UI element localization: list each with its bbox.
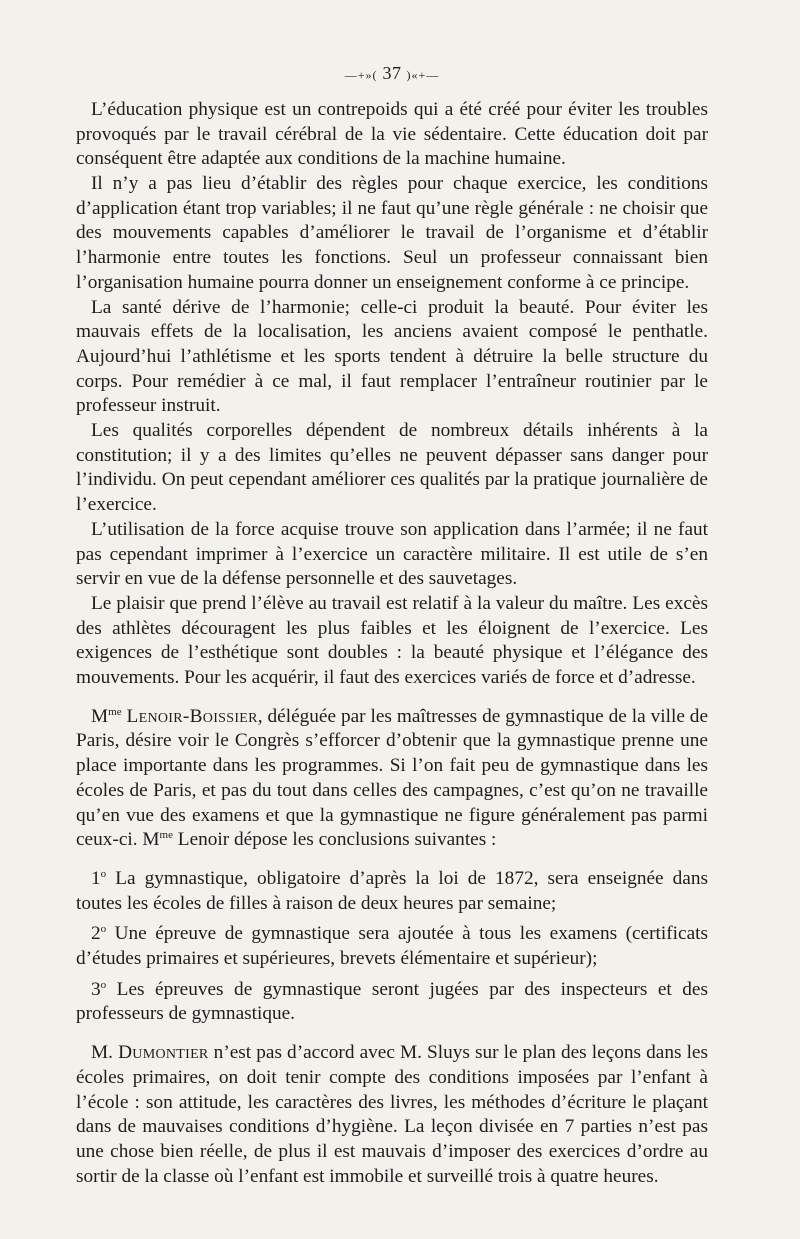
- conclusion-3: [76, 978, 708, 1027]
- paragraph-force: L’utilisation de la force acquise trouve son application dans l’armée; il ne faut pas cependant imprimer à l’exercice un caractère militaire. Il est utile de s’en servir en vue de la défense personnelle et des sauvetages.: [76, 518, 708, 590]
- conclusion-2-degree: o: [100, 923, 107, 936]
- conclusion-1: [76, 867, 708, 916]
- conclusion-3-text: Les épreuves de gymnastique seront jugées par des inspecteurs et des professeurs de gymnastique.: [76, 978, 708, 1025]
- right-ornament: )«+—: [406, 67, 440, 82]
- conclusion-2: [76, 922, 708, 971]
- speaker-name-lenoir: Lenoir-Boissier: [126, 705, 258, 727]
- paragraph-lenoir: [76, 705, 708, 853]
- page-header: [76, 62, 708, 86]
- paragraph-education: L’éducation physique est un contrepoids qui a été créé pour éviter les troubles provoqués par le travail cérébral de la vie sédentaire. Cette éducation doit par conséquent être adaptée aux conditions de la machine humaine.: [76, 98, 708, 170]
- conclusion-3-number: 3: [91, 978, 101, 1000]
- paragraph-dumontier: [76, 1041, 708, 1189]
- conclusion-1-degree: o: [100, 867, 107, 880]
- paragraph-pleasure: Le plaisir que prend l’élève au travail est relatif à la valeur du maître. Les excès des athlètes découragent les plus faibles et les éloignent de l’exercice. Les exigences de l’esthétique sont doubles : la beauté physique et l’élégance des mouvements. Pour les acquérir, il faut des exercices variés de force et d’adresse.: [76, 592, 708, 689]
- conclusion-2-text: Une épreuve de gymnastique sera ajoutée à tous les examens (certificats d’études primaires et supérieures, brevets élémentaire et supérieur);: [76, 923, 708, 970]
- title-m: M: [91, 705, 109, 727]
- title-monsieur: M.: [91, 1042, 119, 1064]
- conclusion-1-number: 1: [91, 867, 101, 889]
- paragraph-qualities: Les qualités corporelles dépendent de nombreux détails inhérents à la constitution; il y a des limites qu’elles ne peuvent dépasser sans danger pour l’individu. On peut cependant améliorer ces qualités par la pratique journalière de l’exercice.: [76, 420, 708, 516]
- page-number: 37: [382, 63, 402, 83]
- lenoir-text-a: , déléguée par les maîtresses de gymnastique de la ville de Paris, désire voir le Congrès s’efforcer d’obtenir que la gymnastique prenne une place importante dans les programmes. Si l’on fait peu de gymnastique dans les écoles de Paris, et pas du tout dans celles des campagnes, c’est qu’on ne travaille qu’en vue des examens et que la gymnastique ne figure généralement pas parmi ceux-ci. M: [76, 705, 709, 851]
- conclusion-1-text: La gymnastique, obligatoire d’après la loi de 1872, sera enseignée dans toutes les écoles de filles à raison de deux heures par semaine;: [76, 867, 708, 914]
- paragraph-rules: Il n’y a pas lieu d’établir des règles pour chaque exercice, les conditions d’application étant trop variables; il ne faut qu’une règle générale : ne choisir que des mouvements capables d’améliorer le travail de l’organisme et d’établir l’harmonie entre toutes les fonctions. Seul un professeur connaissant bien l’organisation humaine pourra donner un enseignement conforme à ce principe.: [76, 172, 708, 293]
- conclusion-2-number: 2: [91, 923, 101, 945]
- dumontier-text: n’est pas d’accord avec M. Sluys sur le plan des leçons dans les écoles primaires, on doit tenir compte des conditions imposées par l’enfant à l’école : son attitude, les caractères des livres, les méthodes d’écriture le plaçant dans de mauvaises conditions d’hygiène. La leçon divisée en 7 parties n’est pas une chose bien réelle, de plus il est mauvais d’imposer des exercices d’ordre au sortir de la classe où l’enfant est immobile et surveillé trois à quatre heures.: [76, 1042, 708, 1187]
- title-sup-2: me: [159, 829, 173, 842]
- paragraph-health: La santé dérive de l’harmonie; celle-ci produit la beauté. Pour éviter les mauvais effets de la localisation, les anciens avaient composé le penthatle. Aujourd’hui l’athlétisme et les sports tendent à détruire la belle structure du corps. Pour remédier à ce mal, il faut remplacer l’entraîneur routinier par le professeur instruit.: [76, 296, 708, 417]
- conclusion-3-degree: o: [100, 978, 107, 991]
- left-ornament: —+»(: [344, 67, 378, 82]
- lenoir-text-b: Lenoir dépose les conclusions suivantes :: [172, 829, 497, 851]
- title-sup: me: [108, 705, 122, 718]
- speaker-name-dumontier: Dumontier: [118, 1042, 209, 1064]
